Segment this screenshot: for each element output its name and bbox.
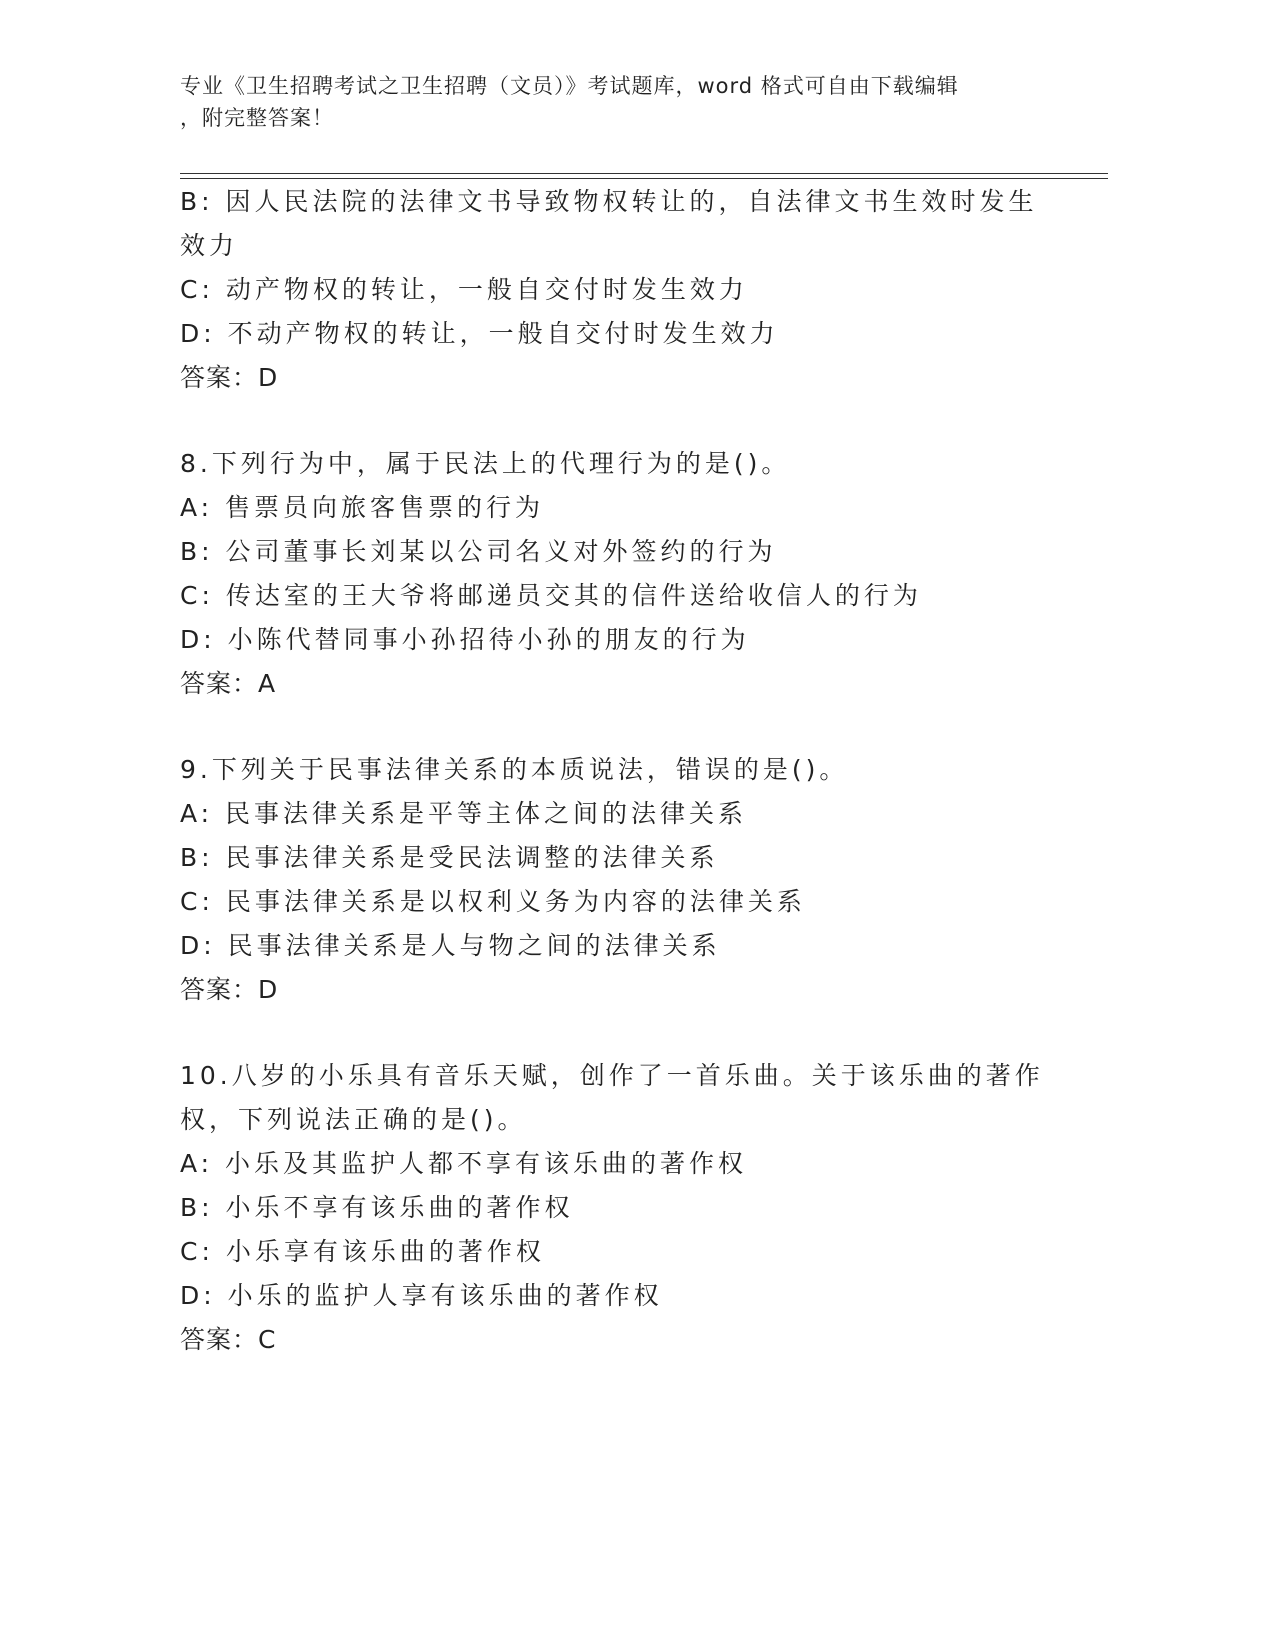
option-d: D: 不动产物权的转让，一般自交付时发生效力: [180, 319, 779, 348]
answer-line: 答案：C: [180, 1325, 277, 1354]
option-a: A: 小乐及其监护人都不享有该乐曲的著作权: [180, 1149, 748, 1178]
question-8: [180, 442, 1060, 706]
option-c: C: 传达室的王大爷将邮递员交其的信件送给收信人的行为: [180, 581, 922, 610]
option-d: D: 小陈代替同事小孙招待小孙的朋友的行为: [180, 625, 750, 654]
continued-question: [180, 180, 1060, 400]
question-list: [180, 180, 1060, 1362]
document-header: [180, 70, 1060, 134]
option-c: C: 动产物权的转让，一般自交付时发生效力: [180, 275, 748, 304]
option-d: D: 民事法律关系是人与物之间的法律关系: [180, 931, 721, 960]
answer-line: 答案：A: [180, 669, 277, 698]
option-d: D: 小乐的监护人享有该乐曲的著作权: [180, 1281, 663, 1310]
question-9: [180, 748, 1060, 1012]
option-b: B: 公司董事长刘某以公司名义对外签约的行为: [180, 537, 777, 566]
option-b: B: 小乐不享有该乐曲的著作权: [180, 1193, 574, 1222]
question-stem: 9.下列关于民事法律关系的本质说法，错误的是()。: [180, 755, 849, 784]
answer-line: 答案：D: [180, 363, 279, 392]
answer-line: 答案：D: [180, 975, 279, 1004]
header-divider-top: [180, 173, 1108, 174]
option-a: A: 民事法律关系是平等主体之间的法律关系: [180, 799, 748, 828]
question-stem: 8.下列行为中，属于民法上的代理行为的是()。: [180, 449, 791, 478]
header-line-1: 专业《卫生招聘考试之卫生招聘（文员）》考试题库，word 格式可自由下载编辑: [180, 74, 959, 98]
header-line-2: ，附完整答案！: [180, 106, 334, 130]
question-10: [180, 1054, 1060, 1362]
option-b: B: 因人民法院的法律文书导致物权转让的，自法律文书生效时发生效力: [180, 187, 1038, 260]
header-divider-bottom: [180, 178, 1108, 179]
option-a: A: 售票员向旅客售票的行为: [180, 493, 545, 522]
option-c: C: 民事法律关系是以权利义务为内容的法律关系: [180, 887, 806, 916]
question-stem: 10.八岁的小乐具有音乐天赋，创作了一首乐曲。关于该乐曲的著作权，下列说法正确的是()。: [180, 1061, 1044, 1134]
option-c: C: 小乐享有该乐曲的著作权: [180, 1237, 545, 1266]
option-b: B: 民事法律关系是受民法调整的法律关系: [180, 843, 719, 872]
